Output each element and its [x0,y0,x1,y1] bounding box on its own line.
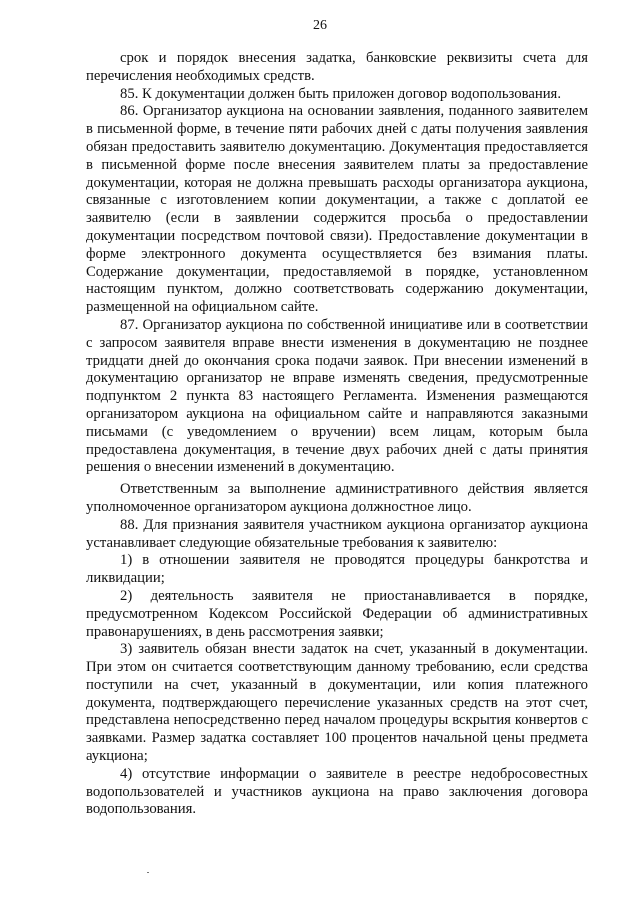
paragraph-88: 88. Для признания заявителя участником аукциона организатор аукциона устанавливает следующие обязательные требования к заявителю: [86,516,588,551]
paragraph-responsible: Ответственным за выполнение административного действия является уполномоченное организатором аукциона должностное лицо. [86,481,588,515]
paragraph-86: 86. Организатор аукциона на основании заявления, поданного заявителем в письменной форме, в течение пяти рабочих дней с даты получения заявления обязан предоставить заявителю документацию. Документация предоставляется в письменной форме после внесения заявителем платы за предоставление документации, которая не должна превышать расходы организатора аукциона, связанные с изготовлением копии документации, а также с доплатой ее заявителю (если в заявлении содержится просьба о предоставлении документации посредством почтовой связи). Предоставление документации в форме электронного документа осуществляется без взимания платы. Содержание документации, предоставляемой в порядке, установленном настоящим пунктом, должно соответствовать содержанию документации, размещенной на официальном сайте. [86,103,588,316]
document-body [86,50,588,819]
scan-speck [147,872,149,873]
requirement-3: 3) заявитель обязан внести задаток на счет, указанный в документации. При этом он считается соответствующим данному требованию, если средства поступили на счет, указанный в документации, или копия платежного документа, подтверждающего перечисление указанных средств на этот счет, представлена непосредственно перед началом процедуры вскрытия конвертов с заявками. Размер задатка составляет 100 процентов начальной цены предмета аукциона; [86,641,588,765]
requirement-2: 2) деятельность заявителя не приостанавливается в порядке, предусмотренном Кодексом Российской Федерации об административных правонарушениях, в день рассмотрения заявки; [86,587,588,640]
paragraph-continuation: срок и порядок внесения задатка, банковские реквизиты счета для перечисления необходимых средств. [86,50,588,84]
requirement-1: 1) в отношении заявителя не проводятся процедуры банкротства и ликвидации; [86,552,588,587]
paragraph-85: 85. К документации должен быть приложен договор водопользования. [120,85,561,102]
page-number: 26 [313,18,327,33]
paragraph-87: 87. Организатор аукциона по собственной инициативе или в соответствии с запросом заявителя вправе внести изменения в документацию не позднее тридцати дней до окончания срока подачи заявок. При внесении изменений в документацию организатор не вправе изменять сведения, предусмотренные подпунктом 2 пункта 83 настоящего Регламента. Изменения размещаются организатором аукциона на официальном сайте и направляются заказными письмами (с уведомлением о вручении) всем лицам, которым была предоставлена документация, в течение двух рабочих дней с даты принятия решения о внесении изменений в документацию. [86,316,588,476]
requirement-4: 4) отсутствие информации о заявителе в реестре недобросовестных водопользователей и участников аукциона на право заключения договора водопользования. [86,765,588,818]
